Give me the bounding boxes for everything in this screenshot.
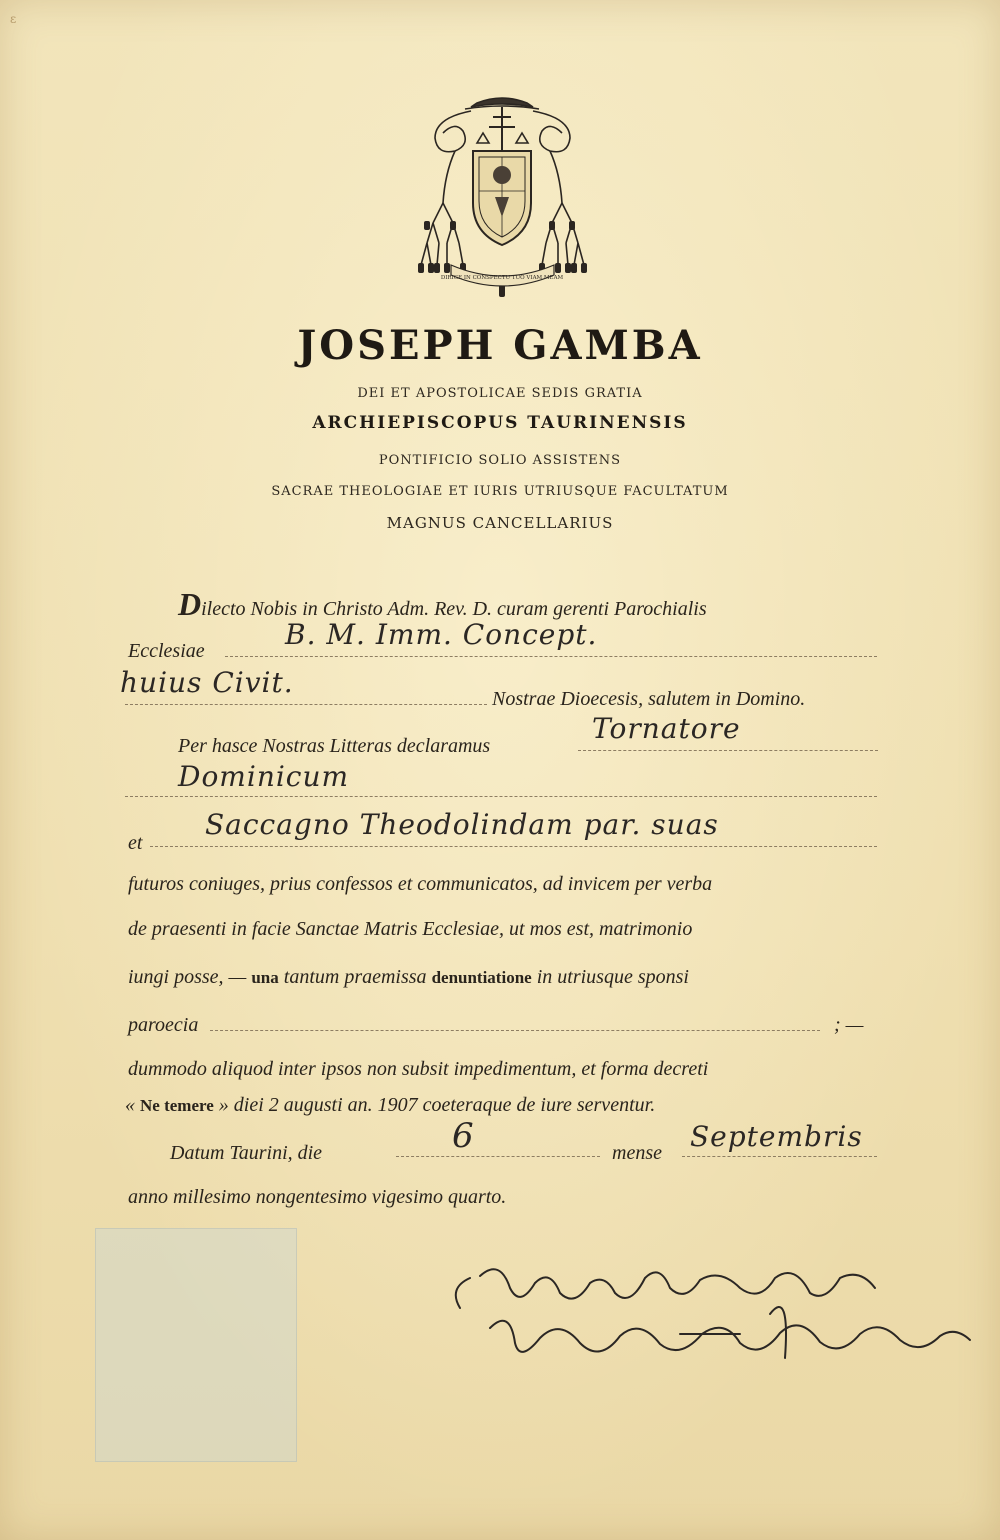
datum-label: Datum Taurini, die <box>170 1142 323 1164</box>
et-label: et <box>128 832 143 854</box>
handwritten-civitas: huius Civit. <box>120 666 294 699</box>
body-line-14: anno millesimo nongentesimo vigesimo quarto. <box>128 1186 507 1208</box>
handwritten-day: 6 <box>452 1116 475 1156</box>
body-line-9-denuntiatione: denuntiatione <box>431 968 532 987</box>
body-line-12-quote-open: « <box>125 1094 135 1116</box>
body-line-4: Per hasce Nostras Litteras declaramus <box>178 735 491 757</box>
letterhead-line-grace: DEI ET APOSTOLICAE SEDIS GRATIA <box>357 386 643 401</box>
body-line-11: dummodo aliquod inter ipsos non subsit impedimentum, et forma decreti <box>128 1058 709 1080</box>
body-line-9-a: iungi posse, — <box>128 966 247 988</box>
paper-stain-patch <box>95 1228 297 1462</box>
paroecia-label: paroecia <box>128 1014 199 1036</box>
body-line-1-text: ilecto Nobis in Christo Adm. Rev. D. curam gerenti Parochialis <box>201 598 707 620</box>
handwritten-sponsus-name: Dominicum <box>178 760 350 793</box>
sponsa-fill-line <box>150 846 877 847</box>
handwritten-month: Septembris <box>690 1120 863 1153</box>
signature-secretary <box>480 1318 862 1346</box>
mense-label: mense <box>612 1142 662 1164</box>
body-line-12 <box>125 1094 655 1117</box>
body-line-3: Nostrae Dioecesis, salutem in Domino. <box>492 688 806 710</box>
handwritten-ecclesia: B. M. Imm. Concept. <box>285 618 598 651</box>
ecclesiae-fill-line <box>225 656 877 657</box>
body-line-9-c: tantum praemissa <box>283 966 427 988</box>
archbishop-coat-of-arms-icon <box>415 93 590 303</box>
body-line-9 <box>128 966 689 989</box>
month-fill-line <box>682 1156 877 1157</box>
drop-capital: D <box>178 586 202 622</box>
paroecia-end: ; — <box>834 1014 864 1036</box>
body-line-9-e: in utriusque sponsi <box>536 966 689 988</box>
civitas-fill-line <box>125 704 487 705</box>
letterhead-line-assistens: PONTIFICIO SOLIO ASSISTENS <box>378 453 622 468</box>
sponsus-name-fill-line <box>125 796 877 797</box>
handwritten-sponsus-surname: Tornatore <box>592 712 741 745</box>
body-line-8: de praesenti in facie Sanctae Matris Ecclesiae, ut mos est, matrimonio <box>128 918 693 940</box>
handwritten-sponsa: Saccagno Theodolindam par. suas <box>205 808 719 841</box>
letterhead-line-cancellarius: MAGNUS CANCELLARIUS <box>386 514 614 532</box>
signature-chancellor <box>450 1262 818 1287</box>
paroecia-fill-line <box>210 1030 820 1031</box>
ecclesiae-label: Ecclesiae <box>128 640 205 662</box>
body-line-12-rest: » diei 2 augusti an. 1907 coeteraque de iure serventur. <box>218 1094 656 1116</box>
letterhead-line-title: ARCHIEPISCOPUS TAURINENSIS <box>312 413 688 433</box>
archbishop-name: JOSEPH GAMBA <box>297 322 703 369</box>
body-line-7: futuros coniuges, prius confessos et communicatos, ad invicem per verba <box>128 873 713 895</box>
letterhead-line-faculties: SACRAE THEOLOGIAE ET IURIS UTRIUSQUE FACULTATUM <box>271 484 729 499</box>
day-fill-line <box>396 1156 600 1157</box>
body-line-12-ne-temere: Ne temere <box>140 1096 214 1115</box>
corner-pencil-mark: ε <box>10 12 17 26</box>
body-line-9-una: una <box>251 968 279 987</box>
svg-text:DIRIGE IN CONSPECTU TUO VIAM M: DIRIGE IN CONSPECTU TUO VIAM MEAM <box>440 275 564 281</box>
sponsus-fill-line <box>578 750 878 751</box>
